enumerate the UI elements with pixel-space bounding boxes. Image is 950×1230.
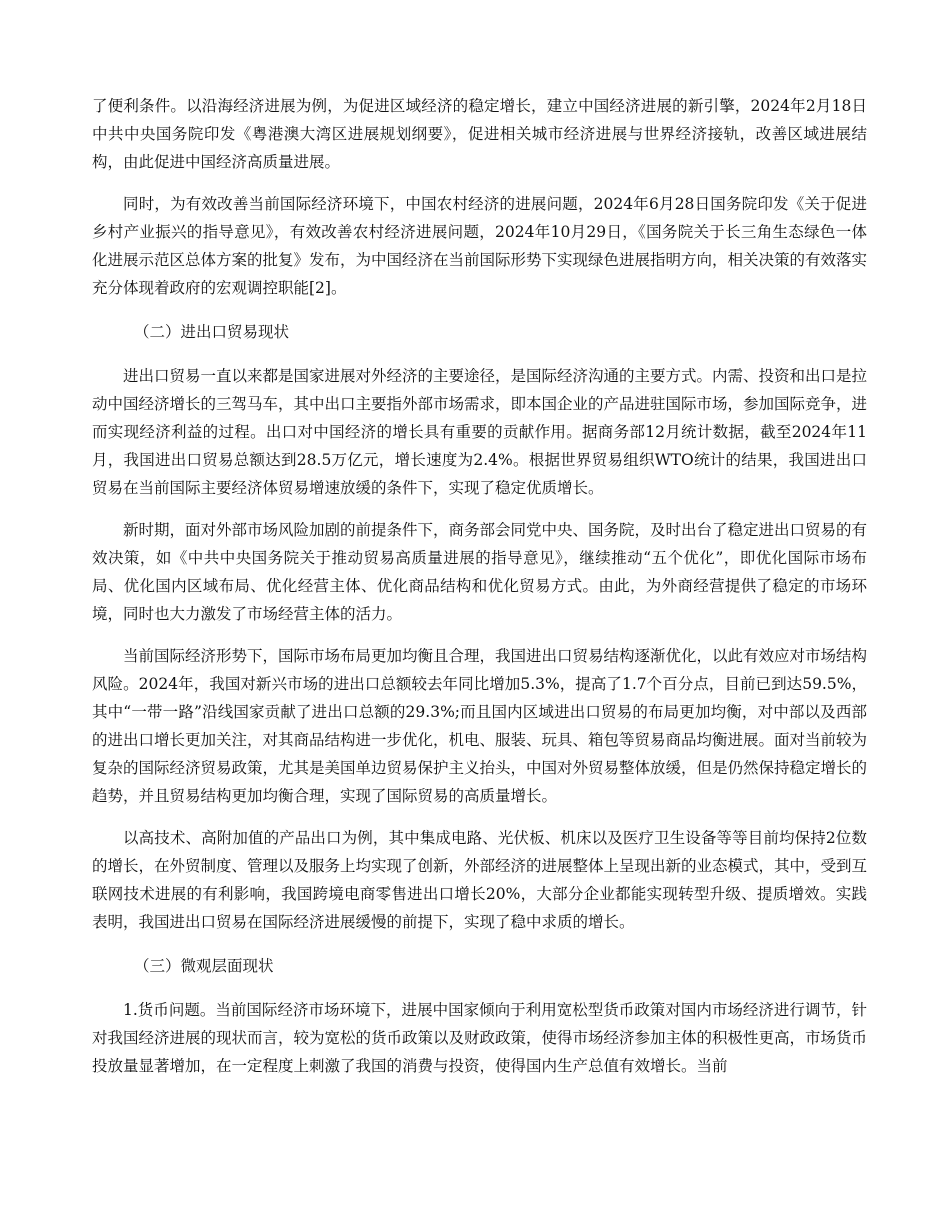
paragraph-market-layout: 当前国际经济形势下，国际市场布局更加均衡且合理，我国进出口贸易结构逐渐优化，以此有效应对市场结构风险。2024年，我国对新兴市场的进出口总额较去年同比增加5.3%，提高了1.7个百分点，目前已到达59.5%，其中“一带一路”沿线国家贡献了进出口总额的29.3%;而且国内区域进出口贸易的布局更加均衡，对中部以及西部的进出口增长更加关注，对其商品结构进一步优化，机电、服装、玩具、箱包等贸易商品均衡进展。面对当前较为复杂的国际经济贸易政策，尤其是美国单边贸易保护主义抬头，中国对外贸易整体放缓，但是仍然保持稳定增长的趋势，并且贸易结构更加均衡合理，实现了国际贸易的高质量增长。 xyxy=(92,647,868,805)
paragraph-trade-policy: 新时期，面对外部市场风险加剧的前提条件下，商务部会同党中央、国务院，及时出台了稳定进出口贸易的有效决策，如《中共中央国务院关于推动贸易高质量进展的指导意见》，继续推动“五个优化”，即优化国际市场布局、优化国内区域布局、优化经营主体、优化商品结构和优化贸易方式。由此，为外商经营提供了稳定的市场环境，同时也大力激发了市场经营主体的活力。 xyxy=(92,521,868,623)
paragraph-currency-issue: 1.货币问题。当前国际经济市场环境下，进展中国家倾向于利用宽松型货币政策对国内市场经济进行调节，针对我国经济进展的现状而言，较为宽松的货币政策以及财政政策，使得市场经济参加主体的积极性更高，市场货币投放量显著增加，在一定程度上刺激了我国的消费与投资，使得国内生产总值有效增长。当前 xyxy=(92,1001,868,1075)
section-heading-micro: （三）微观层面现状 xyxy=(134,957,274,975)
paragraph-trade-overview: 进出口贸易一直以来都是国家进展对外经济的主要途径，是国际经济沟通的主要方式。内需、投资和出口是拉动中国经济增长的三驾马车，其中出口主要指外部市场需求，即本国企业的产品进驻国际市场，参加国际竞争，进而实现经济利益的过程。出口对中国经济的增长具有重要的贡献作用。据商务部12月统计数据，截至2024年11月，我国进出口贸易总额达到28.5万亿元，增长速度为2.4%。根据世界贸易组织WTO统计的结果，我国进出口贸易在当前国际主要经济体贸易增速放缓的条件下，实现了稳定优质增长。 xyxy=(92,367,868,497)
document-page xyxy=(92,92,867,1080)
section-heading-trade: （二）进出口贸易现状 xyxy=(134,323,290,341)
paragraph-rural-economy: 同时，为有效改善当前国际经济环境下，中国农村经济的进展问题，2024年6月28日国务院印发《关于促进乡村产业振兴的指导意见》，有效改善农村经济进展问题，2024年10月29日，《国务院关于长三角生态绿色一体化进展示范区总体方案的批复》发布，为中国经济在当前国际形势下实现绿色进展指明方向，相关决策的有效落实充分体现着政府的宏观调控职能[2]。 xyxy=(92,195,868,297)
paragraph-continued: 了便利条件。以沿海经济进展为例，为促进区域经济的稳定增长，建立中国经济进展的新引擎，2024年2月18日中共中央国务院印发《粤港澳大湾区进展规划纲要》，促进相关城市经济进展与世界经济接轨，改善区域进展结构，由此促进中国经济高质量进展。 xyxy=(92,97,867,171)
paragraph-high-tech-exports: 以高技术、高附加值的产品出口为例，其中集成电路、光伏板、机床以及医疗卫生设备等等目前均保持2位数的增长，在外贸制度、管理以及服务上均实现了创新，外部经济的进展整体上呈现出新的业态模式，其中，受到互联网技术进展的有利影响，我国跨境电商零售进出口增长20%，大部分企业都能实现转型升级、提质增效。实践表明，我国进出口贸易在国际经济进展缓慢的前提下，实现了稳中求质的增长。 xyxy=(92,829,868,931)
